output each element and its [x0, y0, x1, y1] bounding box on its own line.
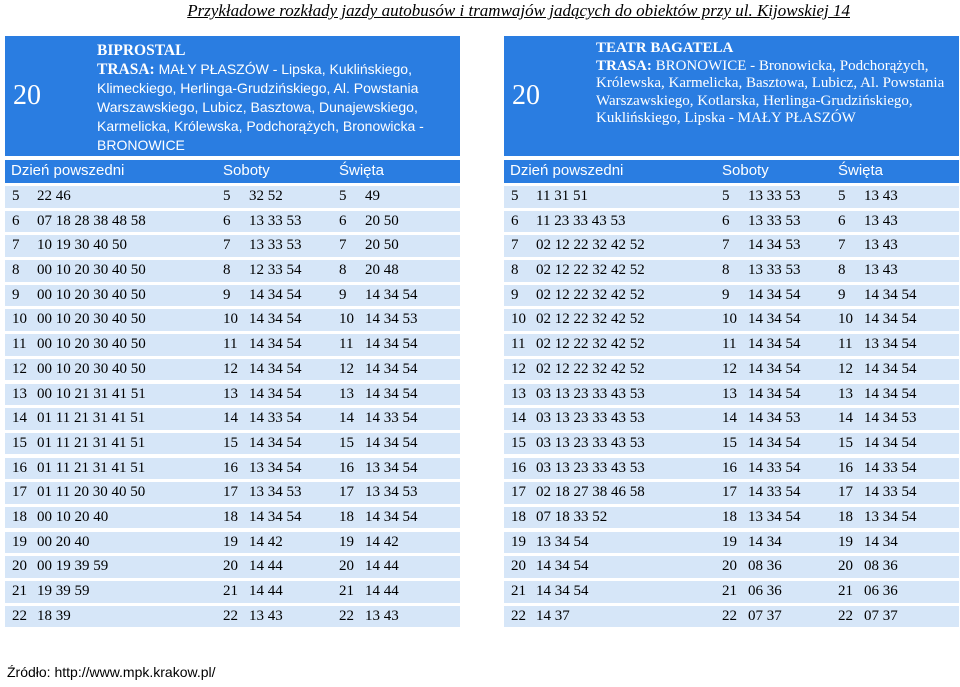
saturday-minutes: 14 34 54 — [748, 336, 801, 353]
holiday-minutes: 08 36 — [864, 558, 898, 575]
weekday-minutes: 03 13 23 33 43 53 — [536, 385, 645, 402]
saturday-hour: 17 — [722, 484, 737, 501]
weekday-hour: 9 — [12, 286, 20, 303]
table-row — [504, 581, 959, 603]
weekday-minutes: 01 11 21 31 41 51 — [37, 410, 146, 427]
weekday-minutes: 00 10 20 30 40 50 — [37, 336, 146, 353]
weekday-minutes: 02 12 22 32 42 52 — [536, 262, 645, 279]
holiday-minutes: 14 34 54 — [365, 336, 418, 353]
weekday-hour: 18 — [511, 508, 526, 525]
weekday-hour: 16 — [511, 459, 526, 476]
saturday-hour: 20 — [722, 558, 737, 575]
holiday-minutes: 13 43 — [864, 212, 898, 229]
weekday-minutes: 00 10 20 30 40 50 — [37, 286, 146, 303]
weekday-minutes: 02 12 22 32 42 52 — [536, 286, 645, 303]
table-row — [5, 260, 460, 282]
table-row — [504, 384, 959, 406]
table-row — [504, 458, 959, 480]
saturday-hour: 22 — [722, 607, 737, 624]
holiday-hour: 9 — [339, 286, 347, 303]
weekday-minutes: 14 37 — [536, 607, 570, 624]
weekday-minutes: 02 12 22 32 42 52 — [536, 237, 645, 254]
holiday-hour: 16 — [838, 459, 853, 476]
holiday-minutes: 13 43 — [864, 188, 898, 204]
table-row — [504, 285, 959, 307]
saturday-minutes: 13 34 53 — [249, 484, 302, 501]
saturday-hour: 14 — [223, 410, 238, 427]
saturday-minutes: 14 34 54 — [249, 360, 302, 377]
weekday-hour: 18 — [12, 508, 27, 525]
saturday-minutes: 14 34 54 — [249, 508, 302, 525]
holiday-hour: 5 — [339, 188, 347, 204]
saturday-minutes: 14 34 54 — [249, 286, 302, 303]
holiday-hour: 22 — [339, 607, 354, 624]
weekday-hour: 17 — [12, 484, 27, 501]
route-description: BRONOWICE - Bronowicka, Podchorążych, Królewska, Karmelicka, Basztowa, Lubicz, Al. Powstania Warszawskiego, Kotlarska, Herlinga-Grudzińskiego, Kuklińskiego, Lipska - MAŁY PŁASZÓW — [596, 57, 945, 126]
weekday-hour: 11 — [12, 336, 27, 353]
table-row — [5, 211, 460, 233]
saturday-minutes: 06 36 — [748, 583, 782, 599]
holiday-minutes: 14 34 — [864, 533, 898, 550]
holiday-minutes: 06 36 — [864, 583, 898, 599]
weekday-minutes: 13 34 54 — [536, 533, 589, 550]
saturday-hour: 10 — [223, 311, 238, 328]
saturday-minutes: 14 33 54 — [249, 410, 302, 427]
saturday-minutes: 14 34 54 — [748, 286, 801, 303]
holiday-hour: 12 — [339, 360, 354, 377]
table-row — [504, 532, 959, 554]
saturday-hour: 8 — [223, 262, 231, 279]
route-label: TRASA: — [596, 57, 652, 74]
table-row — [5, 532, 460, 554]
departure-rows — [5, 186, 460, 627]
route-description: MAŁY PŁASZÓW - Lipska, Kuklińskiego, Klimeckiego, Herlinga-Grudzińskiego, Al. Powstania Warszawskiego, Lubicz, Basztowa, Dunajewskiego, Karmelicka, Królewska, Podchorążych, Bronowicka - BRONOWICE — [97, 61, 424, 153]
saturday-hour: 13 — [722, 385, 737, 402]
holiday-hour: 6 — [339, 212, 347, 229]
holiday-minutes: 14 34 53 — [864, 410, 917, 427]
weekday-hour: 13 — [12, 385, 27, 402]
saturday-hour: 11 — [722, 336, 737, 353]
weekday-minutes: 01 11 21 31 41 51 — [37, 434, 146, 451]
route-header — [504, 36, 959, 156]
holiday-minutes: 14 34 54 — [365, 508, 418, 525]
saturday-hour: 18 — [223, 508, 238, 525]
saturday-minutes: 07 37 — [748, 607, 782, 624]
holiday-hour: 7 — [339, 237, 347, 254]
saturday-hour: 7 — [722, 237, 730, 254]
saturday-minutes: 14 34 — [748, 533, 782, 550]
weekday-minutes: 11 23 33 43 53 — [536, 212, 626, 229]
holiday-hour: 8 — [339, 262, 347, 279]
holiday-hour: 10 — [339, 311, 354, 328]
holiday-hour: 17 — [838, 484, 853, 501]
weekday-hour: 13 — [511, 385, 526, 402]
weekday-minutes: 10 19 30 40 50 — [37, 237, 127, 254]
weekday-header: Dzień powszedni — [11, 162, 125, 179]
weekday-minutes: 01 11 20 30 40 50 — [37, 484, 146, 501]
saturday-header: Soboty — [223, 162, 270, 179]
saturday-minutes: 13 34 54 — [249, 459, 302, 476]
saturday-minutes: 32 52 — [249, 188, 283, 204]
saturday-minutes: 14 44 — [249, 558, 283, 575]
weekday-hour: 8 — [511, 262, 519, 279]
saturday-minutes: 14 33 54 — [748, 484, 801, 501]
table-row — [5, 408, 460, 430]
saturday-header: Soboty — [722, 162, 769, 179]
saturday-minutes: 14 34 54 — [249, 311, 302, 328]
holiday-minutes: 14 33 54 — [864, 459, 917, 476]
weekday-minutes: 00 20 40 — [37, 533, 90, 550]
holiday-hour: 20 — [838, 558, 853, 575]
weekday-minutes: 14 34 54 — [536, 558, 589, 575]
departure-rows — [504, 186, 959, 627]
holiday-hour: 15 — [838, 434, 853, 451]
saturday-minutes: 13 33 53 — [249, 212, 302, 229]
table-row — [504, 556, 959, 578]
timetable-biprostal — [5, 36, 460, 630]
weekday-minutes: 00 10 20 30 40 50 — [37, 360, 146, 377]
holiday-hour: 7 — [838, 237, 846, 254]
weekday-hour: 9 — [511, 286, 519, 303]
weekday-hour: 10 — [511, 311, 526, 328]
weekday-minutes: 00 19 39 59 — [37, 558, 109, 575]
table-row — [5, 359, 460, 381]
holiday-hour: 5 — [838, 188, 846, 204]
weekday-hour: 16 — [12, 459, 27, 476]
saturday-minutes: 14 33 54 — [748, 459, 801, 476]
holiday-minutes: 20 50 — [365, 212, 399, 229]
holiday-minutes: 20 50 — [365, 237, 399, 254]
saturday-minutes: 14 34 54 — [249, 434, 302, 451]
saturday-minutes: 14 34 54 — [249, 385, 302, 402]
saturday-hour: 9 — [223, 286, 231, 303]
source-note: Źródło: http://www.mpk.krakow.pl/ — [7, 664, 216, 680]
weekday-minutes: 11 31 51 — [536, 188, 588, 204]
weekday-hour: 20 — [12, 558, 27, 575]
table-row — [504, 235, 959, 257]
weekday-hour: 22 — [12, 607, 27, 624]
table-row — [504, 606, 959, 628]
table-row — [5, 606, 460, 628]
saturday-hour: 14 — [722, 410, 737, 427]
holiday-minutes: 14 34 54 — [365, 286, 418, 303]
saturday-minutes: 13 33 53 — [748, 262, 801, 279]
saturday-minutes: 13 33 53 — [249, 237, 302, 254]
holiday-hour: 8 — [838, 262, 846, 279]
saturday-hour: 16 — [722, 459, 737, 476]
holiday-minutes: 13 43 — [864, 237, 898, 254]
timetable-teatr-bagatela — [504, 36, 959, 630]
saturday-minutes: 13 34 54 — [748, 508, 801, 525]
weekday-hour: 21 — [12, 583, 27, 599]
holiday-hour: 11 — [838, 336, 853, 353]
stop-name: BIPROSTAL — [97, 42, 186, 59]
page-title: Przykładowe rozkłady jazdy autobusów i tramwajów jadących do obiektów przy ul. Kijowskiej 14 — [187, 1, 850, 20]
saturday-hour: 7 — [223, 237, 231, 254]
saturday-hour: 9 — [722, 286, 730, 303]
saturday-minutes: 14 34 54 — [748, 434, 801, 451]
holiday-hour: 22 — [838, 607, 853, 624]
holiday-minutes: 13 43 — [864, 262, 898, 279]
weekday-minutes: 07 18 33 52 — [536, 508, 608, 525]
table-row — [504, 309, 959, 331]
holiday-hour: 16 — [339, 459, 354, 476]
holiday-hour: 18 — [838, 508, 853, 525]
holiday-hour: 15 — [339, 434, 354, 451]
saturday-hour: 5 — [722, 188, 730, 204]
holiday-minutes: 49 — [365, 188, 380, 204]
saturday-minutes: 13 33 53 — [748, 188, 801, 204]
saturday-minutes: 14 34 54 — [748, 311, 801, 328]
holiday-minutes: 14 42 — [365, 533, 399, 550]
saturday-hour: 6 — [722, 212, 730, 229]
saturday-hour: 19 — [223, 533, 238, 550]
day-type-header — [504, 160, 959, 183]
weekday-minutes: 03 13 23 33 43 53 — [536, 410, 645, 427]
saturday-hour: 8 — [722, 262, 730, 279]
table-row — [504, 408, 959, 430]
weekday-minutes: 03 13 23 33 43 53 — [536, 434, 645, 451]
saturday-minutes: 08 36 — [748, 558, 782, 575]
weekday-minutes: 00 10 21 31 41 51 — [37, 385, 146, 402]
weekday-hour: 7 — [511, 237, 519, 254]
holiday-header: Święta — [339, 162, 385, 179]
holiday-minutes: 14 34 54 — [365, 385, 418, 402]
table-row — [504, 334, 959, 356]
weekday-minutes: 03 13 23 33 43 53 — [536, 459, 645, 476]
weekday-minutes: 02 12 22 32 42 52 — [536, 311, 645, 328]
weekday-minutes: 14 34 54 — [536, 583, 589, 599]
weekday-hour: 5 — [511, 188, 519, 204]
holiday-minutes: 20 48 — [365, 262, 399, 279]
weekday-hour: 19 — [12, 533, 27, 550]
table-row — [5, 556, 460, 578]
saturday-hour: 21 — [722, 583, 737, 599]
holiday-hour: 21 — [838, 583, 853, 599]
weekday-hour: 5 — [12, 188, 20, 204]
weekday-hour: 11 — [511, 336, 526, 353]
holiday-minutes: 14 34 54 — [864, 434, 917, 451]
day-type-header — [5, 160, 460, 183]
route-label: TRASA: — [97, 61, 155, 78]
table-row — [504, 260, 959, 282]
table-row — [504, 482, 959, 504]
weekday-hour: 14 — [12, 410, 27, 427]
weekday-minutes: 02 18 27 38 46 58 — [536, 484, 645, 501]
saturday-minutes: 14 34 54 — [748, 360, 801, 377]
holiday-minutes: 14 34 54 — [864, 286, 917, 303]
holiday-hour: 14 — [838, 410, 853, 427]
holiday-minutes: 14 34 54 — [864, 385, 917, 402]
holiday-hour: 13 — [838, 385, 853, 402]
holiday-hour: 9 — [838, 286, 846, 303]
table-row — [5, 334, 460, 356]
saturday-minutes: 14 42 — [249, 533, 283, 550]
saturday-hour: 16 — [223, 459, 238, 476]
saturday-hour: 18 — [722, 508, 737, 525]
holiday-minutes: 14 34 54 — [365, 360, 418, 377]
weekday-hour: 12 — [511, 360, 526, 377]
route-info — [97, 42, 452, 155]
weekday-minutes: 07 18 28 38 48 58 — [37, 212, 146, 229]
saturday-minutes: 13 33 53 — [748, 212, 801, 229]
weekday-minutes: 22 46 — [37, 188, 71, 204]
holiday-minutes: 07 37 — [864, 607, 898, 624]
holiday-minutes: 13 43 — [365, 607, 399, 624]
saturday-minutes: 14 34 53 — [748, 237, 801, 254]
saturday-minutes: 12 33 54 — [249, 262, 302, 279]
saturday-hour: 17 — [223, 484, 238, 501]
holiday-hour: 13 — [339, 385, 354, 402]
weekday-hour: 8 — [12, 262, 20, 279]
saturday-hour: 13 — [223, 385, 238, 402]
holiday-hour: 10 — [838, 311, 853, 328]
weekday-hour: 15 — [511, 434, 526, 451]
weekday-hour: 6 — [511, 212, 519, 229]
holiday-minutes: 14 34 54 — [365, 434, 418, 451]
holiday-hour: 21 — [339, 583, 354, 599]
holiday-hour: 19 — [339, 533, 354, 550]
route-info — [596, 40, 951, 128]
saturday-hour: 20 — [223, 558, 238, 575]
holiday-hour: 11 — [339, 336, 354, 353]
saturday-hour: 12 — [722, 360, 737, 377]
holiday-minutes: 14 34 53 — [365, 311, 418, 328]
weekday-minutes: 02 12 22 32 42 52 — [536, 360, 645, 377]
table-row — [504, 186, 959, 208]
saturday-hour: 5 — [223, 188, 231, 204]
weekday-minutes: 19 39 59 — [37, 583, 90, 599]
holiday-minutes: 14 34 54 — [864, 360, 917, 377]
weekday-hour: 22 — [511, 607, 526, 624]
table-row — [5, 235, 460, 257]
saturday-hour: 15 — [223, 434, 238, 451]
weekday-minutes: 00 10 20 40 — [37, 508, 109, 525]
table-row — [5, 285, 460, 307]
holiday-hour: 12 — [838, 360, 853, 377]
table-row — [5, 482, 460, 504]
holiday-minutes: 13 34 54 — [365, 459, 418, 476]
table-row — [5, 384, 460, 406]
holiday-hour: 6 — [838, 212, 846, 229]
holiday-minutes: 14 33 54 — [365, 410, 418, 427]
saturday-minutes: 14 34 54 — [748, 385, 801, 402]
holiday-minutes: 13 34 53 — [365, 484, 418, 501]
holiday-hour: 17 — [339, 484, 354, 501]
holiday-hour: 18 — [339, 508, 354, 525]
weekday-hour: 20 — [511, 558, 526, 575]
table-row — [504, 433, 959, 455]
route-number: 20 — [512, 80, 540, 111]
holiday-hour: 20 — [339, 558, 354, 575]
table-row — [5, 507, 460, 529]
weekday-hour: 21 — [511, 583, 526, 599]
saturday-hour: 10 — [722, 311, 737, 328]
holiday-minutes: 14 44 — [365, 558, 399, 575]
holiday-minutes: 14 33 54 — [864, 484, 917, 501]
weekday-minutes: 02 12 22 32 42 52 — [536, 336, 645, 353]
table-row — [5, 309, 460, 331]
table-row — [5, 581, 460, 603]
holiday-hour: 14 — [339, 410, 354, 427]
saturday-hour: 19 — [722, 533, 737, 550]
saturday-minutes: 13 43 — [249, 607, 283, 624]
weekday-header: Dzień powszedni — [510, 162, 624, 179]
saturday-minutes: 14 34 54 — [249, 336, 302, 353]
holiday-minutes: 14 34 54 — [864, 311, 917, 328]
table-row — [504, 507, 959, 529]
weekday-hour: 10 — [12, 311, 27, 328]
saturday-minutes: 14 44 — [249, 583, 283, 599]
weekday-hour: 6 — [12, 212, 20, 229]
saturday-hour: 21 — [223, 583, 238, 599]
holiday-minutes: 14 44 — [365, 583, 399, 599]
saturday-hour: 12 — [223, 360, 238, 377]
table-row — [5, 433, 460, 455]
holiday-hour: 19 — [838, 533, 853, 550]
table-row — [504, 359, 959, 381]
weekday-minutes: 00 10 20 30 40 50 — [37, 311, 146, 328]
route-number: 20 — [13, 80, 41, 111]
saturday-minutes: 14 34 53 — [748, 410, 801, 427]
holiday-header: Święta — [838, 162, 884, 179]
weekday-hour: 19 — [511, 533, 526, 550]
weekday-hour: 7 — [12, 237, 20, 254]
saturday-hour: 11 — [223, 336, 238, 353]
weekday-hour: 17 — [511, 484, 526, 501]
saturday-hour: 22 — [223, 607, 238, 624]
weekday-hour: 15 — [12, 434, 27, 451]
weekday-minutes: 00 10 20 30 40 50 — [37, 262, 146, 279]
table-row — [504, 211, 959, 233]
weekday-minutes: 01 11 21 31 41 51 — [37, 459, 146, 476]
route-header — [5, 36, 460, 156]
holiday-minutes: 13 34 54 — [864, 508, 917, 525]
weekday-minutes: 18 39 — [37, 607, 71, 624]
saturday-hour: 6 — [223, 212, 231, 229]
weekday-hour: 12 — [12, 360, 27, 377]
saturday-hour: 15 — [722, 434, 737, 451]
stop-name: TEATR BAGATELA — [596, 40, 734, 56]
table-row — [5, 186, 460, 208]
table-row — [5, 458, 460, 480]
weekday-hour: 14 — [511, 410, 526, 427]
holiday-minutes: 13 34 54 — [864, 336, 917, 353]
